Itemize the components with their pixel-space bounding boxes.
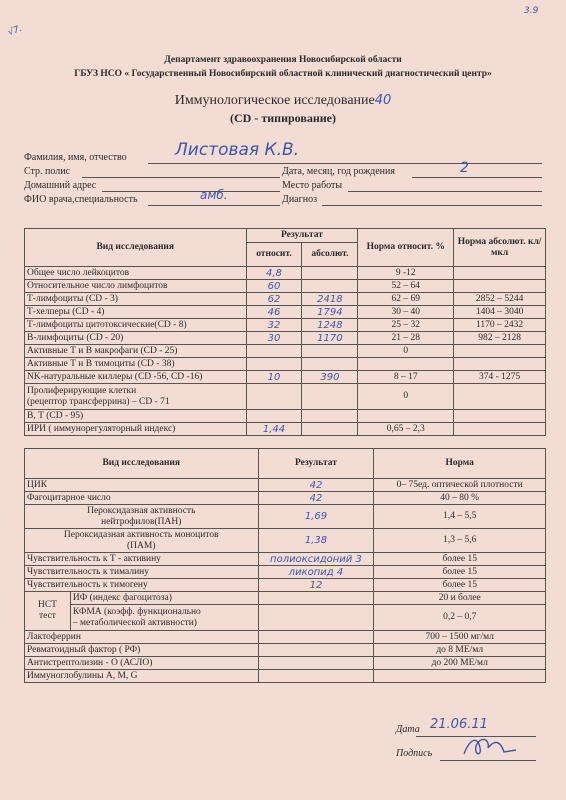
result-rel: 46 [246,306,302,319]
col-header-result: Результат [246,229,358,243]
test-name: Относительное число лимфоцитов [25,280,247,293]
name-value: Листовая К.В. [175,140,300,160]
norm [374,670,546,683]
table-row [25,384,546,410]
result: 1,38 [258,529,374,553]
result: полиоксидоний 3 [258,553,374,566]
test-name: В-лимфоциты (CD - 20) [25,332,247,345]
norm: более 15 [374,553,546,566]
norm-abs [454,423,546,436]
col-header-norm-rel: Норма относит. % [358,229,454,267]
table-row [25,492,546,505]
norm-abs [454,267,546,280]
result-abs [302,423,358,436]
col-header-norm-abs: Норма абсолют. кл/мкл [454,229,546,267]
result-abs [302,384,358,410]
dob-value: 2 [460,160,469,176]
result-abs: 1170 [302,332,358,345]
table-row [25,657,546,670]
norm-abs: 2852 – 5244 [454,293,546,306]
table-row [25,280,546,293]
norm-abs [454,358,546,371]
diagnosis-label: Диагноз [282,194,318,205]
result-rel [246,358,302,371]
immune-status-table [24,448,546,683]
col-header-test: Вид исследования [25,229,247,267]
norm-abs: 374 - 1275 [454,371,546,384]
result: ликопид 4 [258,566,374,579]
table-row [25,293,546,306]
document-title [0,93,566,109]
col-header-norm-2: Норма [374,449,546,479]
result: 42 [258,492,374,505]
test-name: Иммуноглобулины А, М, G [25,670,259,683]
signature-label: Подпись [396,748,433,759]
test-name: В, Т (CD - 95) [25,410,247,423]
table-row [25,267,546,280]
result [258,657,374,670]
test-name: Пероксидазная активность нейтрофилов(ПАН) [25,505,259,529]
table-row [25,644,546,657]
table-row [25,332,546,345]
date-label: Дата [396,724,420,735]
test-name: Активные Т и В тимоциты (CD - 38) [25,358,247,371]
table-row [25,410,546,423]
test-name: Антистрептолизин - О (АСЛО) [25,657,259,670]
norm-rel: 0,65 – 2,3 [358,423,454,436]
norm-rel [358,358,454,371]
norm-rel: 0 [358,345,454,358]
result-rel: 4,8 [246,267,302,280]
policy-line [82,177,280,178]
title-text: Иммунологическое исследование [174,93,375,108]
norm: 0,2 – 0,7 [374,605,546,631]
test-name: ИРИ ( иммунорегуляторный индекс) [25,423,247,436]
test-name: Общее число лейкоцитов [25,267,247,280]
result-abs [302,358,358,371]
result-abs [302,280,358,293]
result-rel [246,410,302,423]
date-value: 21.06.11 [430,717,488,732]
norm-rel: 52 – 64 [358,280,454,293]
result-abs: 2418 [302,293,358,306]
title-number: 40 [374,93,392,108]
test-name: Ревматоидный фактор ( РФ) [25,644,259,657]
doctor-value: амб. [200,188,228,202]
institution-line: ГБУЗ НСО « Государственный Новосибирский областной клинический диагностический центр» [74,69,492,79]
norm-rel: 30 – 40 [358,306,454,319]
norm: 700 – 1500 мг/мл [374,631,546,644]
table-row [25,479,546,492]
table-row [25,670,546,683]
table-row [25,529,546,553]
table-row [25,605,546,631]
corner-mark-right: 3.9 [524,6,539,16]
col-header-abs: абсолют. [302,243,358,267]
norm-rel: 62 – 69 [358,293,454,306]
result-rel [246,384,302,410]
test-name: NK-натуральные киллеры (CD -56, CD -16) [25,371,247,384]
norm-rel: 8 – 17 [358,371,454,384]
doctor-line [148,205,280,206]
norm: 0– 75ед. оптической плотности [374,479,546,492]
result-rel: 1,44 [246,423,302,436]
table-row [25,306,546,319]
test-name: Фагоцитарное число [25,492,259,505]
result-abs: 1794 [302,306,358,319]
norm-rel: 9 -12 [358,267,454,280]
table-row [25,592,546,605]
test-name: ЦИК [25,479,259,492]
result-rel: 32 [246,319,302,332]
table-row [25,319,546,332]
result-abs: 1248 [302,319,358,332]
test-name: Пероксидазная активность моноцитов (ПАМ) [25,529,259,553]
document-subtitle: (CD - типирование) [230,111,336,125]
col-header-rel: относит. [246,243,302,267]
result [258,592,374,605]
norm: 1,3 – 5,6 [374,529,546,553]
norm-abs [454,280,546,293]
diagnosis-line [322,205,542,206]
signature-line [440,760,536,761]
table-row [25,631,546,644]
test-name: КФМА (коэфф. функционально – метаболической активности) [70,605,258,631]
department-line: Департамент здравоохранения Новосибирской области [164,55,402,65]
norm-rel [358,410,454,423]
norm: более 15 [374,579,546,592]
result [258,644,374,657]
col-header-test-2: Вид исследования [25,449,259,479]
result-rel [246,345,302,358]
name-line [148,163,542,164]
table-row [25,358,546,371]
col-header-result-2: Результат [258,449,374,479]
table-row [25,345,546,358]
work-line [348,191,542,192]
table-row [25,579,546,592]
work-label: Место работы [282,180,343,191]
test-name: Активные Т и В макрофаги (CD - 25) [25,345,247,358]
norm-abs: 1404 – 3040 [454,306,546,319]
table-row [25,423,546,436]
norm-abs [454,384,546,410]
norm: 20 и более [374,592,546,605]
test-name: Лактоферрин [25,631,259,644]
result-abs: 390 [302,371,358,384]
test-name: Чувствительность к тимогену [25,579,259,592]
doctor-label: ФИО врача,специальность [24,194,138,205]
norm-rel: 21 – 28 [358,332,454,345]
result-rel: 30 [246,332,302,345]
result-abs [302,345,358,358]
dob-label: Дата, месяц, год рождения [282,166,395,177]
result: 1,69 [258,505,374,529]
norm: до 8 МЕ/мл [374,644,546,657]
table-row [25,566,546,579]
norm: более 15 [374,566,546,579]
table-row [25,371,546,384]
test-name: Чувствительность к Т - активину [25,553,259,566]
test-name: Чувствительность к тималину [25,566,259,579]
address-label: Домашний адрес [24,180,97,191]
norm-rel: 25 – 32 [358,319,454,332]
norm: 1,4 – 5,5 [374,505,546,529]
dob-line [412,177,542,178]
test-name: Т-лимфоциты (CD - 3) [25,293,247,306]
table-row [25,505,546,529]
nst-label: НСТ тест [25,592,71,631]
policy-label: Стр. полис [24,166,71,177]
cd-typing-table [24,228,546,436]
corner-mark-left: √7. [6,23,24,39]
norm-rel: 0 [358,384,454,410]
table-row [25,553,546,566]
test-name: Пролиферирующие клетки (рецептор трансферрина) – CD - 71 [25,384,247,410]
result-abs [302,410,358,423]
norm-abs: 1170 – 2432 [454,319,546,332]
test-name: Т-хелперы (CD - 4) [25,306,247,319]
test-name: Т-лимфоциты цитотоксические(CD - 8) [25,319,247,332]
handwritten-signature [460,734,520,760]
norm-abs [454,345,546,358]
address-line [102,191,280,192]
result-rel: 10 [246,371,302,384]
norm-abs [454,410,546,423]
norm: до 200 МЕ/мл [374,657,546,670]
result: 12 [258,579,374,592]
result: 42 [258,479,374,492]
name-label: Фамилия, имя, отчество [24,152,127,163]
norm-abs: 982 – 2128 [454,332,546,345]
result-rel: 62 [246,293,302,306]
result-abs [302,267,358,280]
result [258,605,374,631]
test-name: ИФ (индекс фагоцитоза) [70,592,258,605]
result-rel: 60 [246,280,302,293]
norm: 40 – 80 % [374,492,546,505]
result [258,631,374,644]
result [258,670,374,683]
